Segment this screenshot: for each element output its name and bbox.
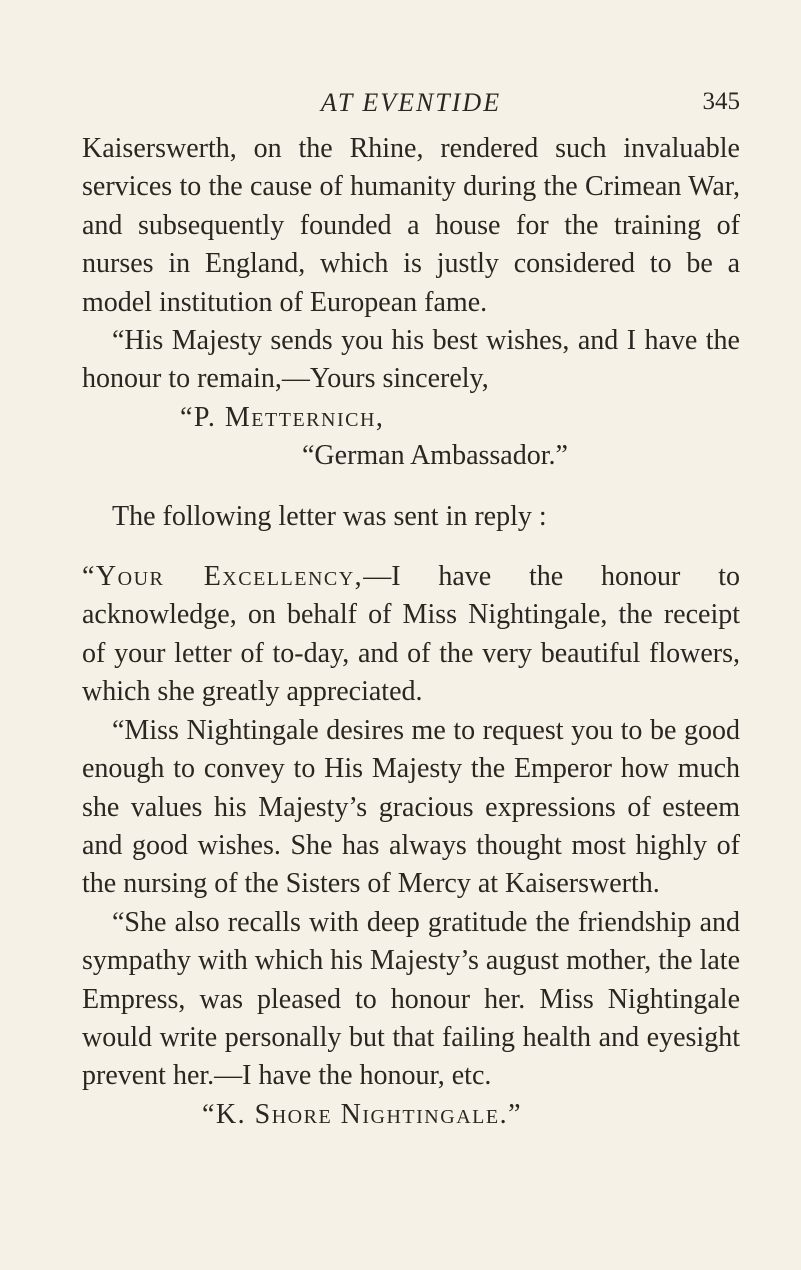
salutation: “Your Excellency, bbox=[82, 561, 364, 593]
signature-shore-nightingale: “K. Shore Nightingale.” bbox=[202, 1098, 522, 1130]
paragraph-nightingale-request: “Miss Nightingale desires me to request you to be good enough to convey to His Majesty the Emperor how much she values his Majesty’s gracious expressions of esteem and good wishes. She has always thought most highly of the nursing of the Sisters of Mercy at Kaiserswerth. bbox=[82, 714, 740, 900]
paragraph-your-excellency bbox=[82, 558, 740, 712]
page-number: 345 bbox=[702, 88, 740, 115]
signature-metternich: “P. Metternich, bbox=[180, 401, 385, 433]
running-head: AT EVENTIDE bbox=[320, 88, 502, 117]
paragraph-majesty-wishes: “His Majesty sends you his best wishes, and I have the honour to remain,—Yours sincerely, bbox=[82, 325, 740, 395]
salutation-text: —I have the honour to acknowledge, on behalf of Miss Nightingale, the receipt of your letter of to-day, and of the very beautiful flowers, which she greatly appreciated. bbox=[82, 561, 740, 708]
paragraph-kaiserswerth: Kaiserswerth, on the Rhine, rendered such invaluable services to the cause of humanity during the Crimean War, and subsequently founded a house for the training of nurses in England, which is justly considered to be a model institution of European fame. bbox=[82, 133, 740, 318]
paragraph-gratitude: “She also recalls with deep gratitude the friendship and sympathy with which his Majesty’s august mother, the late Empress, was pleased to honour her. Miss Nightingale would write personally but that failing health and eyesight prevent her.—I have the honour, etc. bbox=[82, 906, 740, 1092]
page-header bbox=[82, 88, 740, 122]
paragraph-reply-intro: The following letter was sent in reply : bbox=[112, 500, 547, 532]
signature-title-ambassador: “German Ambassador.” bbox=[302, 440, 568, 472]
book-page bbox=[82, 88, 740, 1134]
